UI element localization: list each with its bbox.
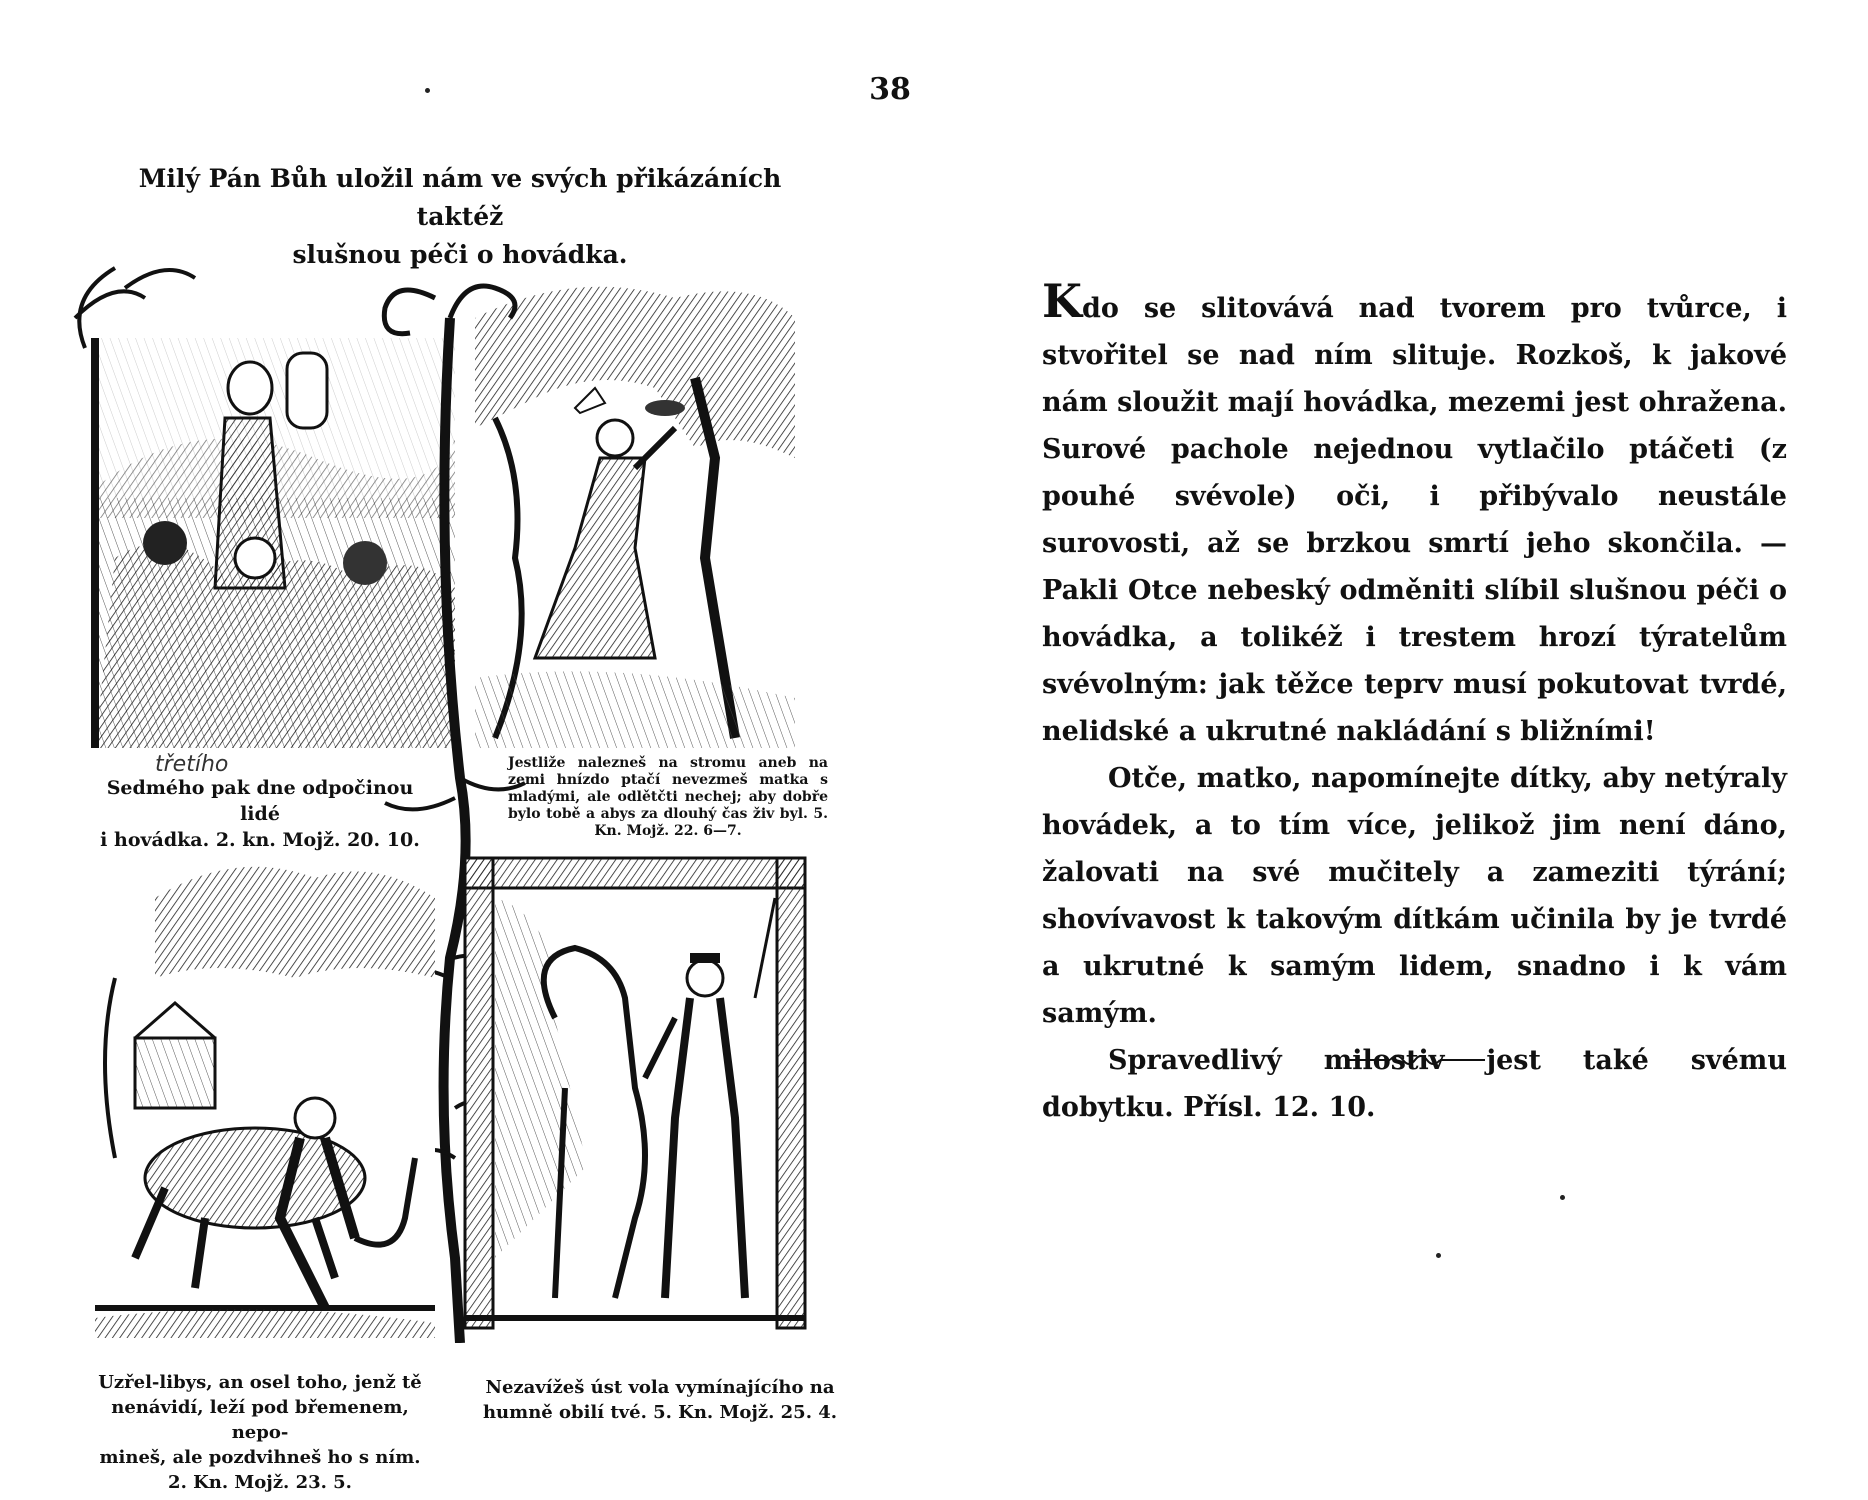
caption-line: nenávidí, leží pod břemenem, nepo- [111,1397,409,1443]
paragraph-1 [1042,274,1787,755]
left-page-heading [100,160,820,274]
panel-bird-nest [475,287,795,748]
caption-line: Uzřel-libys, an osel toho, jenž tě [98,1372,422,1393]
ornament-divider [1345,1050,1485,1070]
caption-line: Sedmého pak dne odpočinou lidé [106,777,414,825]
panel-fallen-donkey [95,858,435,1338]
caption-line: humně obilí tvé. 5. Kn. Mojž. 25. 4. [482,1402,838,1423]
heading-line-1: Milý Pán Bůh uložil nám ve svých přikázáních taktéž [138,164,782,231]
panel-ox-barn [465,858,805,1328]
caption-line: i hovádka. 2. kn. Mojž. 20. 10. [100,829,420,851]
paragraph-3: Spravedlivý milostiv jest také svému dobytku. Přísl. 12. 10. [1042,1045,1787,1123]
caption-bottom-left [80,1370,440,1495]
page-number: 38 [869,72,911,107]
caption-top-right [508,755,828,840]
panel-moses-tablets [75,268,455,748]
caption-line: Jestliže nalezneš na stromu aneb na zemi hnízdo ptačí nevezmeš matka s mladými, ale odlětčti nechej; aby dobře bylo tobě a abys za dlouhý čas živ byl. 5. Kn. Mojž. 22. 6—7. [508,755,828,839]
caption-line: mineš, ale pozdvihneš ho s ním. [99,1447,421,1468]
caption-top-left [100,775,420,853]
print-speck [425,88,430,93]
heading-line-2: slušnou péči o hovádka. [292,240,628,269]
caption-line: 2. Kn. Mojž. 23. 5. [168,1472,352,1493]
paragraph-2: Otče, matko, napomínejte dítky, aby netýraly hovádek, a to tím více, jelikož jim není dáno, žalovati na své mučitely a zameziti týrání; shovívavost k takovým dítkám učinila by je tvrdé a ukrutné k samým lidem, snadno i k vám samým. [1042,763,1787,1029]
print-speck [1436,1253,1441,1258]
print-speck [1560,1195,1565,1200]
right-page-body [1042,274,1787,1131]
caption-line: Nezavížeš úst vola vymínajícího na [485,1377,835,1398]
pencil-annotation: třetího [155,752,229,777]
drop-cap: K [1042,274,1082,328]
caption-bottom-right [480,1375,840,1425]
paragraph-1-text: do se slitovává nad tvorem pro tvůrce, i stvořitel se nad ním slituje. Rozkoš, k jakové nám sloužit mají hovádka, mezemi jest ohražena. Surové pachole nejednou vytlačilo ptáčeti (z pouhé svévole) oči, i přibývalo neustále surovosti, až se brzkou smrtí jeho skončila. — Pakli Otce nebeský odměniti slíbil slušnou péči o hovádka, a tolikéž i trestem hrozí týratelům svévolným: jak těžce teprv musí pokutovat tvrdé, nelidské a ukrutné nakládání s bližními! [1042,293,1787,747]
